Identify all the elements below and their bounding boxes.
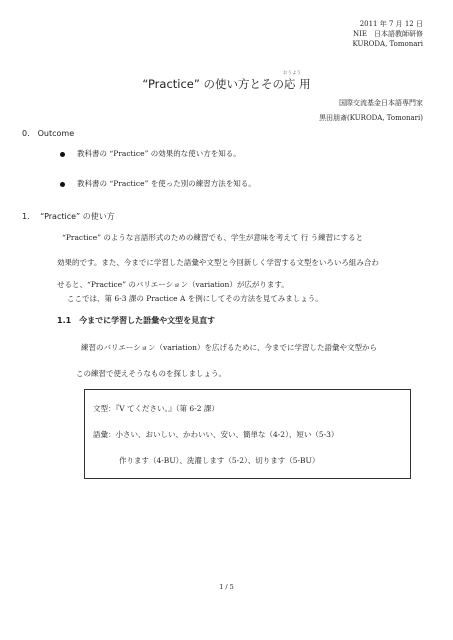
bullet-icon xyxy=(60,152,65,157)
section-1-line-3: せると、“Practice” のバリエーション（variation）が広がります。 xyxy=(57,280,289,289)
outcome-item-2: 教科書の “Practice” を使った別の練習方法を知る。 xyxy=(77,179,256,188)
header-date: 2011 年 7 月 12 日 xyxy=(359,20,423,28)
section-1-heading: 1. “Practice” の使い方 xyxy=(22,212,115,221)
section-1-line-1: “Practice” のような言語形式のための練習でも、学生が意味を考えて 行 う練習にすると xyxy=(62,233,364,242)
affiliation-org: 国際交流基金日本語専門家 xyxy=(339,99,423,107)
page-title: “Practice” の使い方とその応 用 xyxy=(142,77,311,91)
section-1-1-line-2: この練習で使えそうなものを探しましょう。 xyxy=(76,369,226,378)
title-ruby: おうよう xyxy=(283,71,301,76)
outcome-item-1: 教科書の “Practice” の効果的な使い方を知る。 xyxy=(77,149,241,158)
page-number: 1 / 5 xyxy=(219,583,234,591)
box-verbs: 作ります（4-BU）、洗濯します（5-2）、切ります（5-BU） xyxy=(119,456,320,465)
section-1-line-2: 効果的です。また、今までに学習した語彙や文型と今回新しく学習する文型をいろいろ組み合わ xyxy=(57,258,379,267)
section-1-line-4: ここでは、第 6-3 課の Practice A を例にしてその方法を見てみましょう。 xyxy=(67,294,323,303)
affiliation-name: 黒田朋斎(KURODA, Tomonari) xyxy=(319,114,423,122)
bullet-icon xyxy=(60,182,65,187)
section-0-heading: 0. Outcome xyxy=(22,129,75,138)
box-sentence-pattern: 文型：『V てください。』（第 6-2 課） xyxy=(93,404,219,413)
section-1-1-heading: 1.1 今までに学習した語彙や文型を見直す xyxy=(57,316,216,325)
box-vocabulary: 語彙：小さい、おいしい、かわいい、安い、簡単な（4-2）、短い（5-3） xyxy=(93,430,339,439)
header-org: NIE 日本語教師研修 xyxy=(353,30,423,38)
section-1-1-line-1: 練習のバリエーション（variation）を広げるために、今までに学習した語彙や文型から xyxy=(81,343,377,352)
header-author: KURODA, Tomonari xyxy=(352,40,423,48)
